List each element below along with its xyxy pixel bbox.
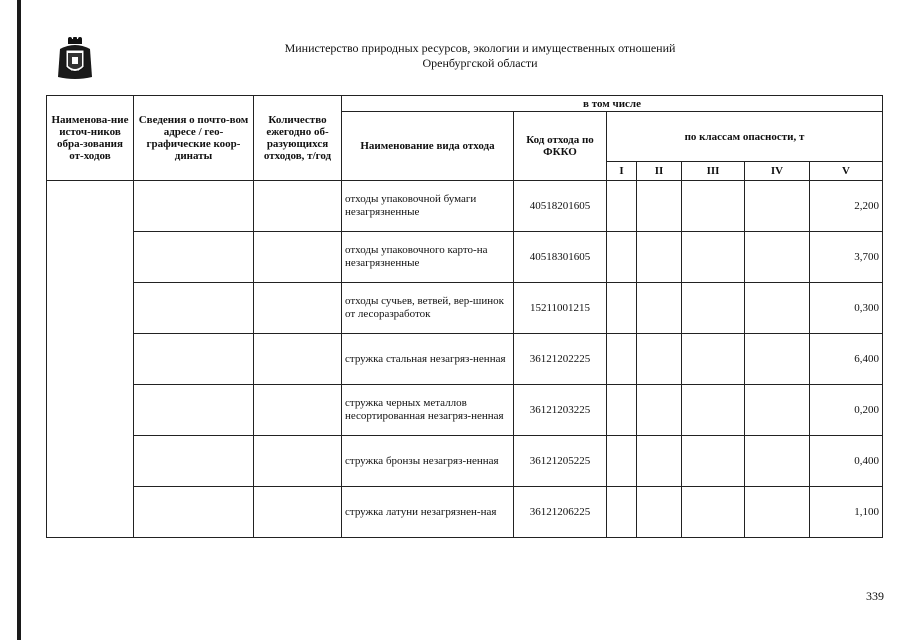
region-name: Оренбургской области (422, 56, 538, 70)
table-row (47, 181, 883, 232)
waste-table (46, 95, 883, 538)
header-class-ii: II (637, 162, 682, 181)
address-cell (134, 232, 254, 283)
class-ii-cell (637, 436, 682, 487)
waste-code-cell: 40518301605 (514, 232, 607, 283)
header-quantity: Количество ежегодно об-разующихся отходов, т/год (254, 96, 342, 181)
waste-name-cell: отходы сучьев, ветвей, вер-шинок от лесоразработок (342, 283, 514, 334)
class-iv-cell (745, 385, 810, 436)
waste-name-cell: отходы упаковочной бумаги незагрязненные (342, 181, 514, 232)
class-v-cell: 1,100 (810, 487, 883, 538)
table-row (47, 385, 883, 436)
waste-code-cell: 15211001215 (514, 283, 607, 334)
class-iv-cell (745, 487, 810, 538)
waste-code-cell: 36121203225 (514, 385, 607, 436)
class-i-cell (607, 181, 637, 232)
header-class-v: V (810, 162, 883, 181)
class-iii-cell (682, 334, 745, 385)
quantity-cell (254, 232, 342, 283)
class-iv-cell (745, 283, 810, 334)
class-iii-cell (682, 436, 745, 487)
class-v-cell: 3,700 (810, 232, 883, 283)
class-v-cell: 0,300 (810, 283, 883, 334)
waste-code-cell: 36121202225 (514, 334, 607, 385)
class-ii-cell (637, 232, 682, 283)
quantity-cell (254, 487, 342, 538)
class-iii-cell (682, 181, 745, 232)
table-row (47, 487, 883, 538)
header-class-iii: III (682, 162, 745, 181)
address-cell (134, 436, 254, 487)
class-i-cell (607, 283, 637, 334)
class-iv-cell (745, 232, 810, 283)
waste-code-cell: 40518201605 (514, 181, 607, 232)
header-including: в том числе (342, 96, 883, 112)
table-row (47, 436, 883, 487)
waste-name-cell: стружка черных металлов несортированная незагряз-ненная (342, 385, 514, 436)
coat-of-arms-icon (57, 37, 93, 81)
quantity-cell (254, 181, 342, 232)
waste-name-cell: стружка латуни незагрязнен-ная (342, 487, 514, 538)
table-row (47, 283, 883, 334)
class-v-cell: 0,200 (810, 385, 883, 436)
quantity-cell (254, 385, 342, 436)
table-row (47, 334, 883, 385)
quantity-cell (254, 283, 342, 334)
class-iv-cell (745, 181, 810, 232)
header-class-iv: IV (745, 162, 810, 181)
quantity-cell (254, 334, 342, 385)
class-ii-cell (637, 487, 682, 538)
class-ii-cell (637, 283, 682, 334)
header-class-i: I (607, 162, 637, 181)
class-iii-cell (682, 283, 745, 334)
header-waste-name: Наименование вида отхода (342, 112, 514, 181)
class-iv-cell (745, 334, 810, 385)
page-edge-bar (17, 0, 21, 640)
class-ii-cell (637, 181, 682, 232)
address-cell (134, 385, 254, 436)
class-i-cell (607, 232, 637, 283)
quantity-cell (254, 436, 342, 487)
waste-name-cell: стружка стальная незагряз-ненная (342, 334, 514, 385)
waste-name-cell: стружка бронзы незагряз-ненная (342, 436, 514, 487)
class-v-cell: 2,200 (810, 181, 883, 232)
class-iii-cell (682, 487, 745, 538)
class-ii-cell (637, 334, 682, 385)
class-iii-cell (682, 232, 745, 283)
waste-code-cell: 36121205225 (514, 436, 607, 487)
ministry-name: Министерство природных ресурсов, экологии и имущественных отношений (284, 41, 676, 55)
address-cell (134, 334, 254, 385)
class-i-cell (607, 436, 637, 487)
class-i-cell (607, 385, 637, 436)
waste-name-cell: отходы упаковочного карто-на незагрязненные (342, 232, 514, 283)
header-hazard-classes: по классам опасности, т (607, 112, 883, 162)
address-cell (134, 181, 254, 232)
header-source: Наименова-ние источ-ников обра-зования от-ходов (47, 96, 134, 181)
class-iii-cell (682, 385, 745, 436)
source-cell (47, 181, 134, 538)
waste-code-cell: 36121206225 (514, 487, 607, 538)
table-row (47, 232, 883, 283)
address-cell (134, 283, 254, 334)
document-header (120, 41, 840, 71)
class-ii-cell (637, 385, 682, 436)
header-fkko-code: Код отхода по ФККО (514, 112, 607, 181)
class-v-cell: 6,400 (810, 334, 883, 385)
class-i-cell (607, 487, 637, 538)
class-iv-cell (745, 436, 810, 487)
class-v-cell: 0,400 (810, 436, 883, 487)
page-number: 339 (866, 589, 884, 603)
class-i-cell (607, 334, 637, 385)
address-cell (134, 487, 254, 538)
header-address: Сведения о почто-вом адресе / гео-графические коор-динаты (134, 96, 254, 181)
